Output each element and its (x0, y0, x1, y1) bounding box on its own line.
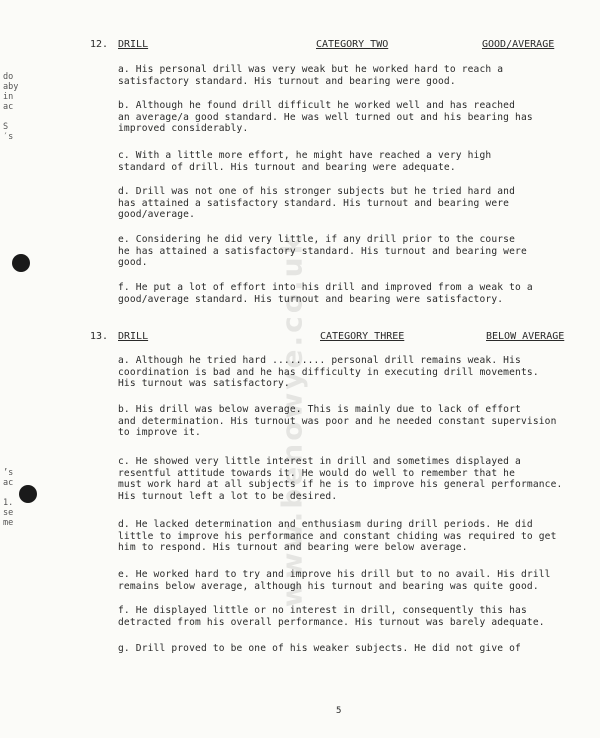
paragraph: e. Considering he did very little, if any drill prior to the course he has attained a satisfactory standard. His turnout and bearing were good. (118, 234, 527, 269)
section-number: 13. (90, 331, 109, 342)
section-category: CATEGORY THREE (320, 331, 405, 342)
punch-hole (12, 254, 30, 272)
watermark: www.benowye.co.uk (275, 232, 309, 608)
paragraph: g. Drill proved to be one of his weaker subjects. He did not give of (118, 643, 521, 654)
paragraph: f. He displayed little or no interest in drill, consequently this has detracted from his overall performance. His turnout was barely adequate. (118, 605, 545, 628)
paragraph: c. He showed very little interest in drill and sometimes displayed a resentful attitude towards it. He would do well to remember that he must work hard at all subjects if he is to improve his general performance. His turnout left a lot to be desired. (118, 456, 563, 502)
section-grade: GOOD/AVERAGE (482, 39, 555, 50)
paragraph: e. He worked hard to try and improve his drill but to no avail. His drill remains below average, although his turnout and bearing was quite good. (118, 569, 551, 592)
margin-text-fragment: ’s ac 1. se me (3, 468, 14, 528)
section-number: 12. (90, 39, 109, 50)
section-subject: DRILL (118, 39, 149, 50)
punch-hole (19, 485, 37, 503)
page-number: 5 (336, 706, 342, 716)
margin-text-fragment: do aby in ac S ′s (3, 72, 19, 142)
paragraph: a. His personal drill was very weak but he worked hard to reach a satisfactory standard. His turnout and bearing were good. (118, 64, 504, 87)
paragraph: c. With a little more effort, he might have reached a very high standard of drill. His turnout and bearing were adequate. (118, 150, 492, 173)
paragraph: f. He put a lot of effort into his drill and improved from a weak to a good/average standard. His turnout and bearing were satisfactory. (118, 282, 533, 305)
section-grade: BELOW AVERAGE (486, 331, 565, 342)
paragraph: d. He lacked determination and enthusiasm during drill periods. He did little to improve his performance and constant chiding was required to get him to respond. His turnout and bearing were below average. (118, 519, 557, 554)
paragraph: a. Although he tried hard ......... personal drill remains weak. His coordination is bad and he has difficulty in executing drill movements. His turnout was satisfactory. (118, 355, 539, 390)
section-subject: DRILL (118, 331, 149, 342)
paragraph: b. Although he found drill difficult he worked well and has reached an average/a good standard. He was well turned out and his bearing has improved considerably. (118, 100, 533, 135)
paragraph: d. Drill was not one of his stronger subjects but he tried hard and has attained a satisfactory standard. His turnout and bearing were good/average. (118, 186, 516, 221)
paragraph: b. His drill was below average. This is mainly due to lack of effort and determination. His turnout was poor and he needed constant supervision to improve it. (118, 404, 557, 439)
section-category: CATEGORY TWO (316, 39, 389, 50)
